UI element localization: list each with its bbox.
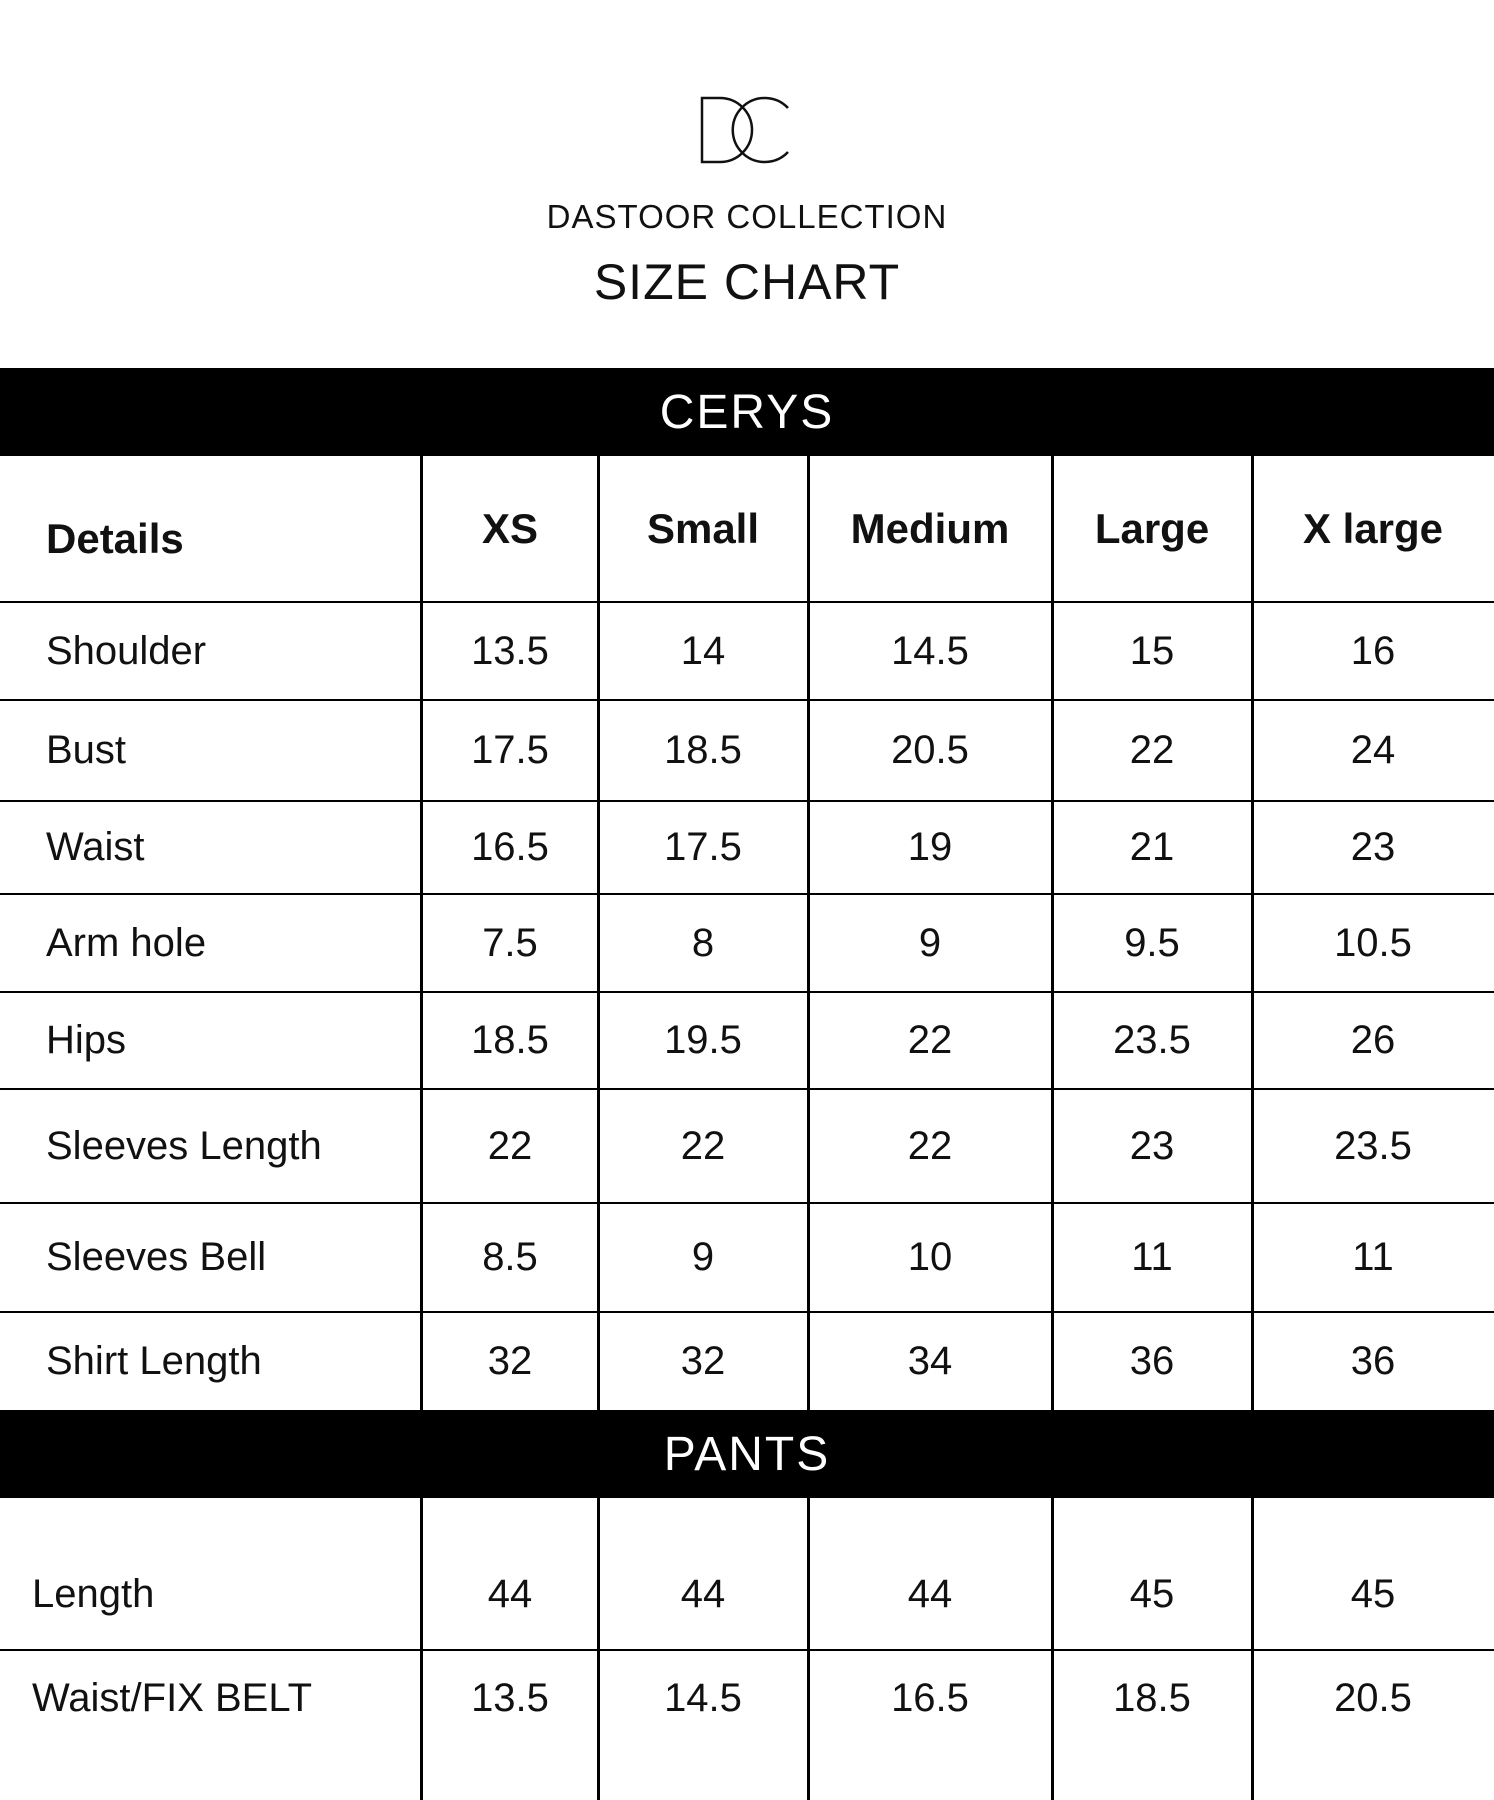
row-divider bbox=[0, 1202, 1494, 1204]
cell-value: 23 bbox=[1129, 1123, 1175, 1168]
cell-value: 44 bbox=[487, 1571, 533, 1616]
cell-value: 17.5 bbox=[664, 825, 742, 869]
table-row bbox=[0, 1498, 1494, 1650]
cell-value: 26 bbox=[1350, 1018, 1396, 1062]
cell-value: 23.5 bbox=[1113, 1018, 1191, 1062]
column-header-medium: Medium bbox=[850, 505, 1010, 552]
cell-value: 11 bbox=[1131, 1235, 1173, 1279]
row-divider bbox=[0, 601, 1494, 603]
cell-value: 14 bbox=[680, 628, 726, 673]
table-row bbox=[0, 1650, 1494, 1746]
cell-value: 14.5 bbox=[891, 628, 969, 673]
column-divider bbox=[807, 1498, 810, 1800]
cell-value: 21 bbox=[1129, 825, 1175, 869]
row-label: Shoulder bbox=[46, 628, 207, 673]
cell-value: 36 bbox=[1129, 1338, 1175, 1383]
cell-value: 34 bbox=[907, 1338, 953, 1383]
row-label: Sleeves Bell bbox=[46, 1235, 267, 1279]
page-title: SIZE CHART bbox=[593, 254, 901, 310]
cell-value: 36 bbox=[1350, 1338, 1396, 1383]
column-divider bbox=[597, 1498, 600, 1800]
cell-value: 19 bbox=[907, 825, 953, 869]
column-divider bbox=[420, 456, 423, 1410]
cell-value: 13.5 bbox=[471, 1675, 549, 1720]
column-header-large: Large bbox=[1094, 505, 1210, 552]
brand-name: DASTOOR COLLECTION bbox=[546, 198, 948, 235]
table-header-row bbox=[0, 456, 1494, 602]
cell-value: 9 bbox=[918, 920, 942, 965]
column-divider bbox=[1051, 456, 1054, 1410]
header bbox=[0, 0, 1494, 368]
row-divider bbox=[0, 991, 1494, 993]
cell-value: 16.5 bbox=[471, 825, 549, 869]
row-divider bbox=[0, 699, 1494, 701]
cell-value: 23.5 bbox=[1334, 1123, 1412, 1168]
table-row bbox=[0, 894, 1494, 992]
table-row bbox=[0, 992, 1494, 1089]
cell-value: 22 bbox=[1129, 728, 1175, 772]
cell-value: 17.5 bbox=[471, 728, 549, 772]
dc-monogram-icon bbox=[698, 96, 790, 164]
row-label: Length bbox=[32, 1571, 155, 1616]
row-divider bbox=[0, 893, 1494, 895]
row-label: Hips bbox=[46, 1018, 127, 1062]
cell-value: 19.5 bbox=[664, 1018, 742, 1062]
table-row bbox=[0, 1312, 1494, 1410]
cell-value: 16.5 bbox=[891, 1675, 969, 1720]
cell-value: 32 bbox=[680, 1338, 726, 1383]
cell-value: 22 bbox=[487, 1123, 533, 1168]
column-divider bbox=[1051, 1498, 1054, 1800]
column-divider bbox=[807, 456, 810, 1410]
table-row bbox=[0, 700, 1494, 801]
cell-value: 9 bbox=[691, 1235, 715, 1279]
row-label: Waist/FIX BELT bbox=[32, 1675, 313, 1720]
cell-value: 22 bbox=[907, 1123, 953, 1168]
row-label: Bust bbox=[46, 728, 127, 772]
column-header-xs: XS bbox=[481, 505, 539, 552]
row-label: Waist bbox=[46, 825, 145, 869]
cell-value: 13.5 bbox=[471, 628, 549, 673]
cell-value: 44 bbox=[680, 1571, 726, 1616]
row-label: Arm hole bbox=[46, 920, 207, 965]
cell-value: 23 bbox=[1350, 825, 1396, 869]
cell-value: 14.5 bbox=[664, 1675, 742, 1720]
row-label: Sleeves Length bbox=[46, 1123, 322, 1168]
cell-value: 32 bbox=[487, 1338, 533, 1383]
cell-value: 22 bbox=[680, 1123, 726, 1168]
cell-value: 20.5 bbox=[1334, 1675, 1412, 1720]
cerys-size-table bbox=[0, 456, 1494, 1410]
section-band-pants: PANTS bbox=[0, 1410, 1494, 1498]
row-divider bbox=[0, 1088, 1494, 1090]
table-row bbox=[0, 801, 1494, 894]
row-divider bbox=[0, 800, 1494, 802]
cell-value: 10 bbox=[907, 1235, 953, 1279]
section-band-cerys: CERYS bbox=[0, 368, 1494, 456]
cell-value: 20.5 bbox=[891, 728, 969, 772]
cell-value: 9.5 bbox=[1124, 920, 1180, 965]
row-label: Shirt Length bbox=[46, 1338, 262, 1383]
table-row bbox=[0, 1203, 1494, 1312]
cell-value: 10.5 bbox=[1334, 920, 1412, 965]
row-divider bbox=[0, 1649, 1494, 1651]
column-divider bbox=[1251, 1498, 1254, 1800]
table-row bbox=[0, 1089, 1494, 1203]
pants-size-table bbox=[0, 1498, 1494, 1800]
cell-value: 15 bbox=[1129, 628, 1175, 673]
column-divider bbox=[1251, 456, 1254, 1410]
column-divider bbox=[597, 456, 600, 1410]
cell-value: 45 bbox=[1129, 1571, 1175, 1616]
cell-value: 7.5 bbox=[482, 920, 538, 965]
cell-value: 22 bbox=[907, 1018, 953, 1062]
cell-value: 8 bbox=[691, 920, 715, 965]
column-header-small: Small bbox=[646, 505, 760, 552]
column-divider bbox=[420, 1498, 423, 1800]
column-header-x-large: X large bbox=[1302, 505, 1444, 552]
cell-value: 11 bbox=[1352, 1235, 1394, 1279]
column-header-details: Details bbox=[46, 515, 184, 562]
cell-value: 8.5 bbox=[482, 1235, 538, 1279]
cell-value: 44 bbox=[907, 1571, 953, 1616]
cell-value: 24 bbox=[1350, 728, 1396, 772]
cell-value: 45 bbox=[1350, 1571, 1396, 1616]
cell-value: 18.5 bbox=[664, 728, 742, 772]
cell-value: 18.5 bbox=[471, 1018, 549, 1062]
cell-value: 16 bbox=[1350, 628, 1396, 673]
table-row bbox=[0, 602, 1494, 700]
row-divider bbox=[0, 1311, 1494, 1313]
cell-value: 18.5 bbox=[1113, 1675, 1191, 1720]
